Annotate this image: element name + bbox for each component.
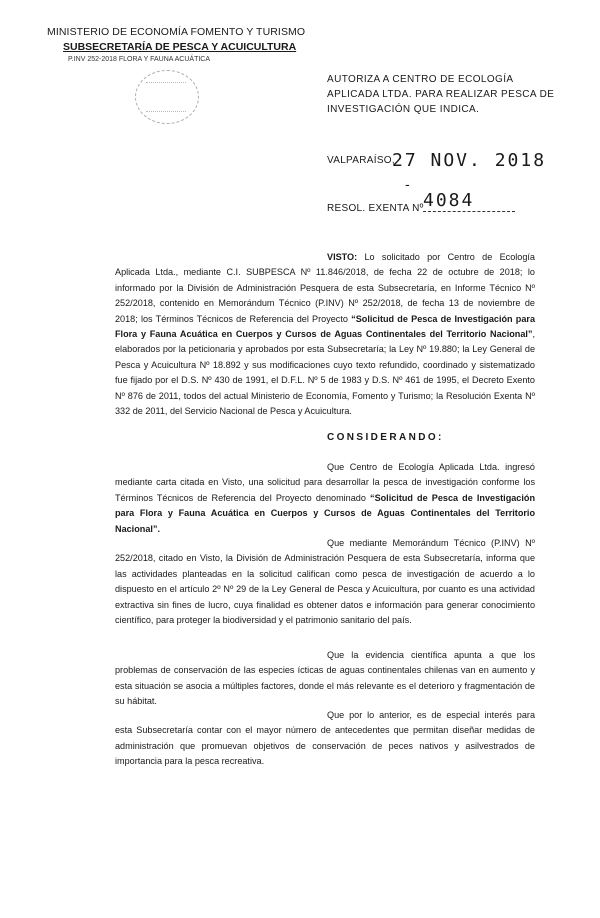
considerando-3 (115, 648, 535, 710)
visto-text-a: Lo solicitado por Centro de Ecología Aplicada Ltda., mediante C.I. SUBPESCA Nº 11.846/2018, de fecha 22 de octubre de 2018; lo informado por la División de Administración Pesquera de esta Subsecretaría, en Informe Técnico Nº 252/2018, contenido en Memorándum Técnico (P.INV) Nº 252/2018, de fecha 13 de noviembre de 2018; los Términos Técnicos de Referencia del Proyecto (115, 252, 535, 324)
undersecretariat-heading: SUBSECRETARÍA DE PESCA Y ACUICULTURA (63, 41, 297, 53)
reference-code: P.INV 252-2018 FLORA Y FAUNA ACUÁTICA (68, 56, 211, 63)
visto-project-name: “Solicitud de Pesca de Investigación para Flora y Fauna Acuática en Cuerpos y Cursos de Aguas Continentales del Territorio Nacional” (115, 313, 536, 340)
considerando-4-text: Que por lo anterior, es de especial interés para esta Subsecretaría contar con el mayor número de antecedentes que permitan diseñar medidas de administración que promuevan objetivos de conservación de peces nativos y asilvestrados de importancia para la pesca recreativa. (115, 710, 535, 767)
considerando-2-text: Que mediante Memorándum Técnico (P.INV) Nº 252/2018, citado en Visto, la División de Administración Pesquera de esta Subsecretaría, informa que las actividades planteadas en la solicitud califican como pesca de investigación de acuerdo a lo dispuesto en el artículo 2º Nº 29 de la Ley General de Pesca y Acuicultura, por cuanto es una actividad extractiva sin fines de lucro, cuya finalidad es obtener datos e información para generar conocimiento científico, para proteger la biodiversidad y el patrimonio sanitario del país. (115, 538, 535, 626)
date-dash: - (405, 176, 410, 192)
visto-paragraph (115, 250, 535, 419)
considerando-2 (115, 536, 535, 628)
resolution-label: RESOL. EXENTA Nº (327, 203, 424, 214)
resolution-number: 4084 (423, 191, 515, 212)
considerando-3-text: Que la evidencia científica apunta a que los problemas de conservación de las especies ícticas de aguas continentales chilenas van en aumento y esta situación se asocia a múltiples factores, donde el más relevante es el deterioro y fragmentación de su hábitat. (115, 650, 535, 707)
considerando-4 (115, 708, 535, 770)
visto-label: VISTO: (327, 252, 358, 262)
resolution-title: AUTORIZA A CENTRO DE ECOLOGÍA APLICADA LTDA. PARA REALIZAR PESCA DE INVESTIGACIÓN QUE INDICA. (327, 74, 555, 115)
visto-text-b: , elaborados por la peticionaria y aprobados por esta Subsecretaría; la Ley Nº 19.880; la Ley General de Pesca y Acuicultura Nº 18.892 y sus modificaciones cuyo texto refundido, coordinado y sistematizado fue fijado por el D.S. Nº 430 de 1991, el D.F.L. Nº 5 de 1983 y D.S. Nº 461 de 1995, el Decreto Exento Nº 876 de 2011, todos del actual Ministerio de Economía, Fomento y Turismo; la Resolución Exenta Nº 332 de 2011, del Servicio Nacional de Pesca y Acuicultura. (115, 329, 535, 417)
considerando-1-text: Que Centro de Ecología Aplicada Ltda. ingresó mediante carta citada en Visto, una solicitud para desarrollar la pesca de investigación conforme los Términos Técnicos de Referencia del Proyecto denominado (115, 462, 535, 503)
ministry-heading: MINISTERIO DE ECONOMÍA FOMENTO Y TURISMO (47, 26, 306, 38)
considerando-1 (115, 460, 535, 537)
considerando-1-project: “Solicitud de Pesca de Investigación para Flora y Fauna Acuática en Cuerpos y Cursos de Aguas Continentales del Territorio Nacional”. (115, 492, 536, 534)
official-stamp (135, 70, 199, 124)
considerando-heading: CONSIDERANDO: (327, 432, 444, 443)
place-label: VALPARAÍSO, (327, 155, 395, 166)
resolution-date: 27 NOV. 2018 (392, 150, 547, 171)
